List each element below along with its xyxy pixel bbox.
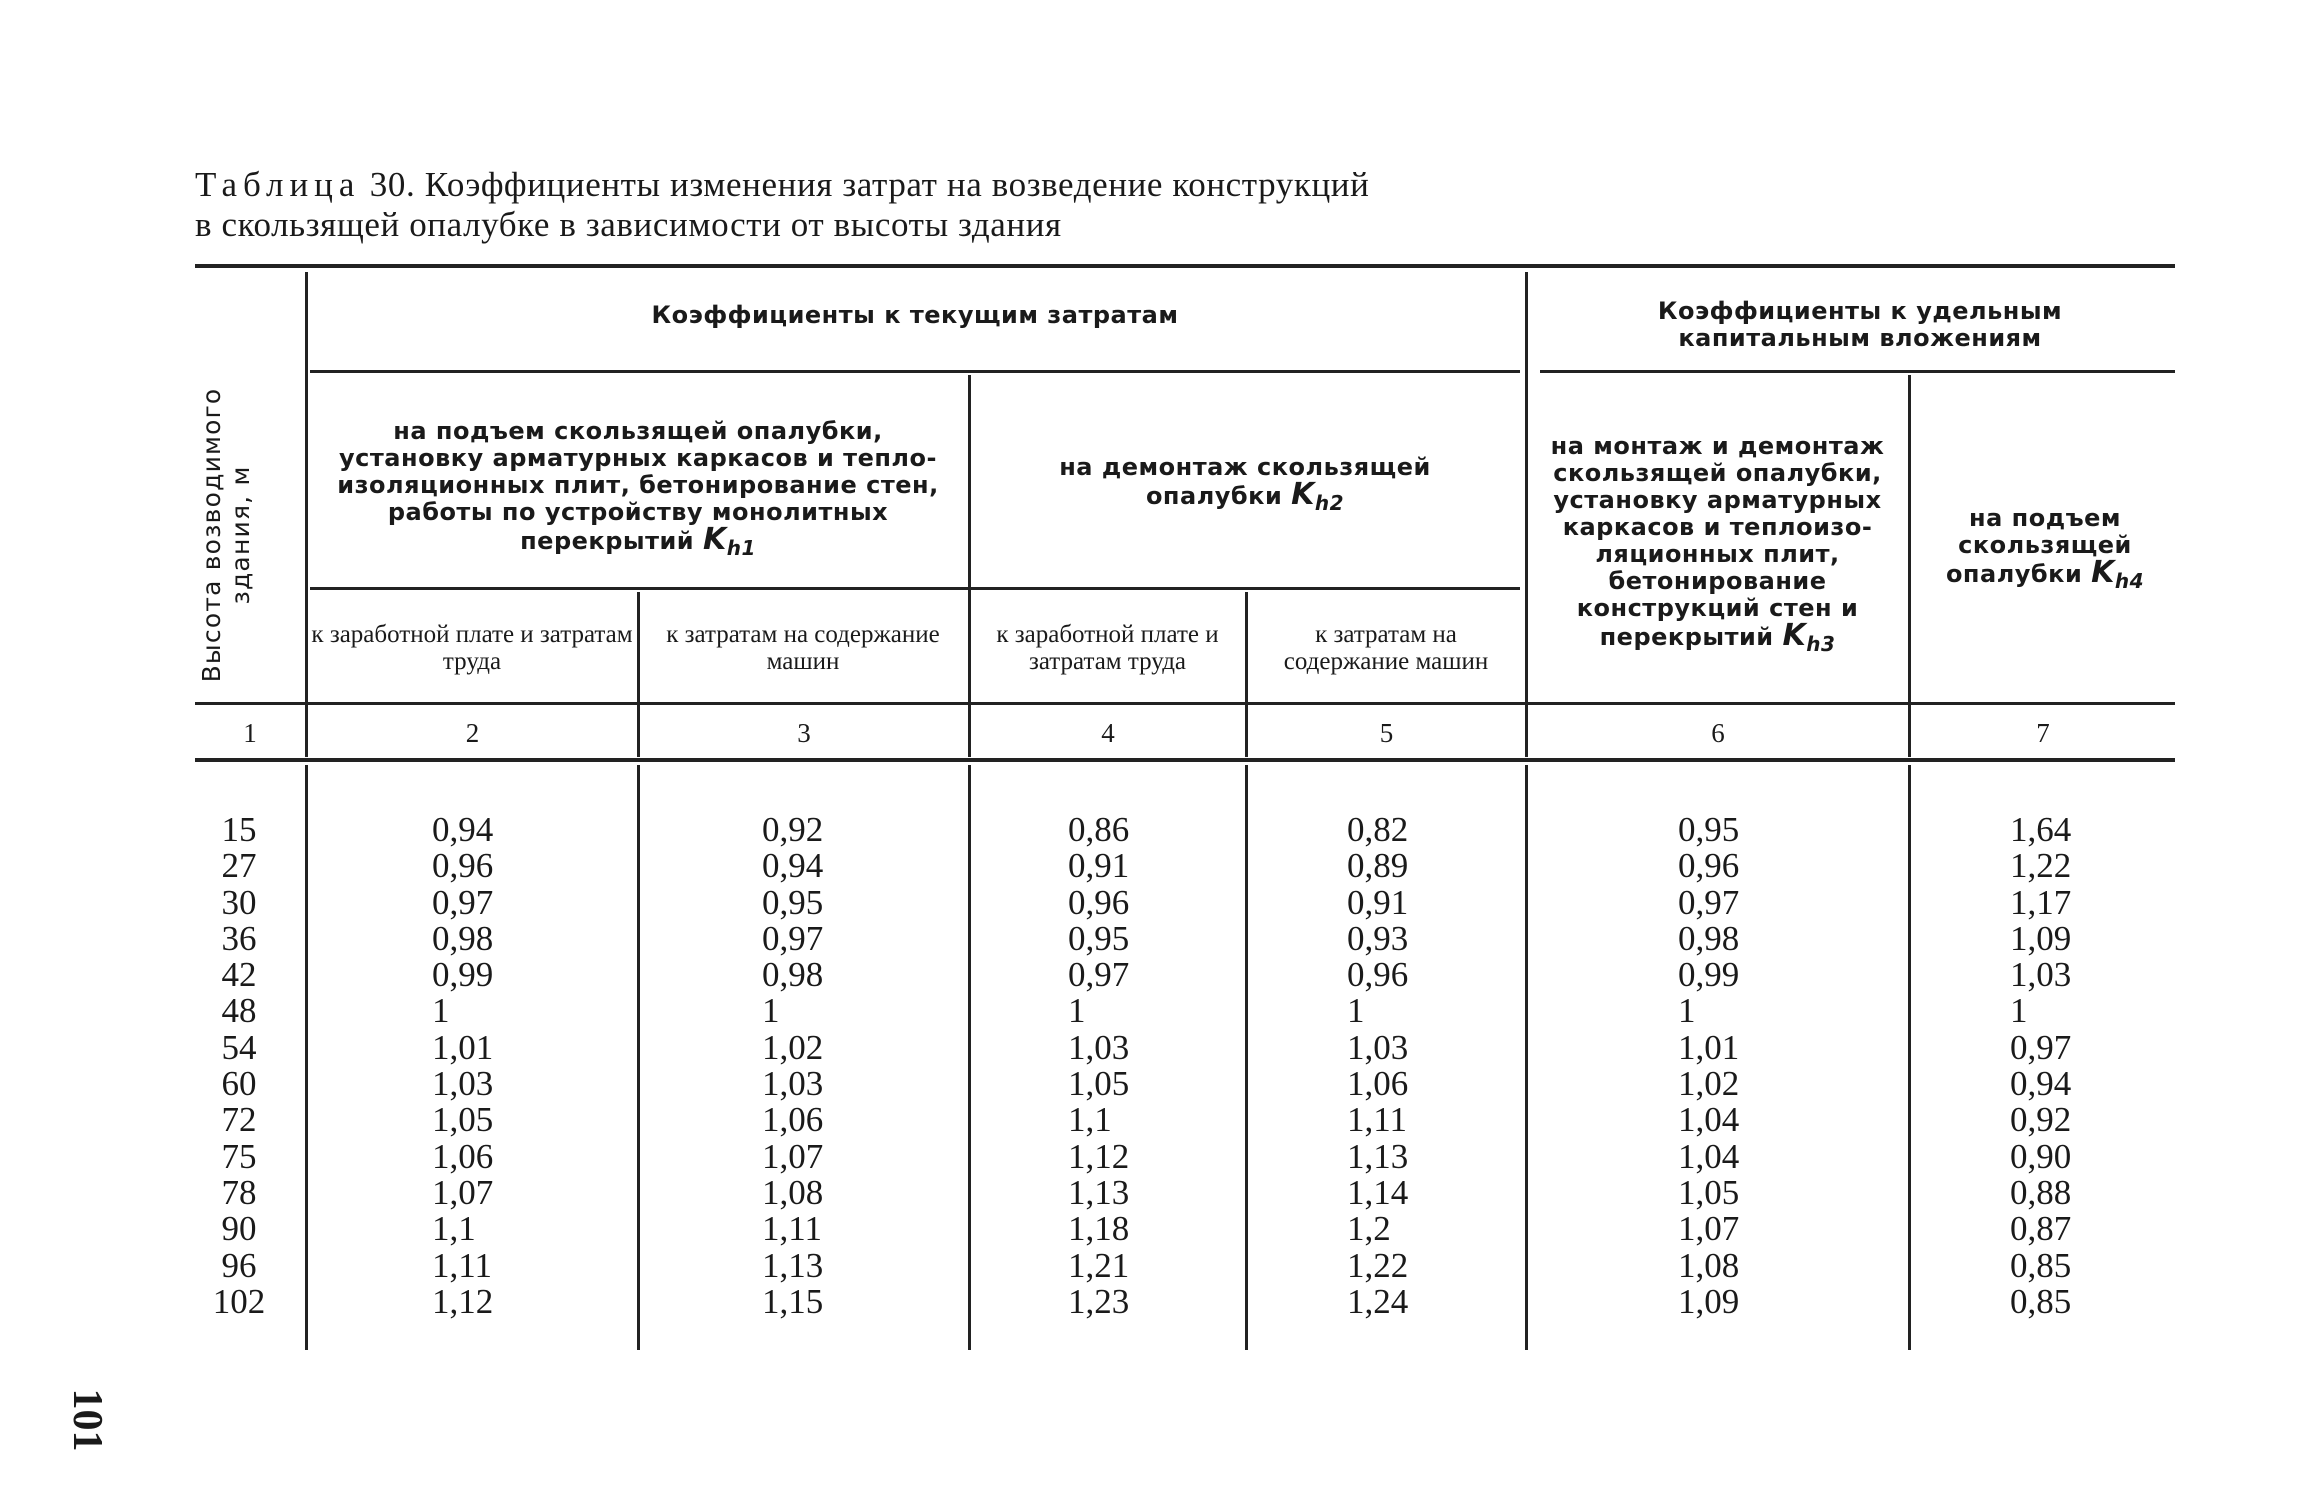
capital-investments-header [1600, 290, 2120, 360]
table-cell: 0,95 [762, 882, 824, 922]
table-cell: 102 [212, 1281, 266, 1321]
table-cell: 1,03 [762, 1064, 824, 1104]
table-cell: 96 [221, 1245, 257, 1285]
height-column-header: Высота возводимого здания, м [197, 387, 255, 683]
table-cell: 0,91 [1347, 882, 1409, 922]
rule-under-current-costs [310, 370, 1520, 373]
caption-line-1 [195, 165, 1645, 205]
table-cell: 1,2 [1347, 1209, 1391, 1249]
rule-below-column-numbers [195, 758, 2175, 762]
caption-text-1: 30. Коэффициенты изменения затрат на возведение конструкций [360, 165, 1370, 204]
table-cell: 0,89 [1347, 846, 1409, 886]
table-cell: 1,01 [1678, 1027, 1740, 1067]
table-cell: 1,1 [432, 1209, 476, 1249]
data-column-4 [1068, 812, 1188, 1320]
table-cell: 78 [221, 1172, 257, 1212]
current-costs-text: Коэффициенты к текущим затратам [651, 300, 1179, 329]
col6-symbol: K [1782, 617, 1807, 653]
table-cell: 0,97 [432, 882, 494, 922]
col3-header [642, 605, 964, 690]
table-cell: 42 [221, 955, 257, 995]
table-cell: 1,05 [1678, 1172, 1740, 1212]
rule-above-column-numbers [195, 702, 2175, 705]
col6-header [1535, 420, 1900, 670]
table-cell: 1,18 [1068, 1209, 1130, 1249]
table-cell: 90 [221, 1209, 257, 1249]
table-cell: 1,05 [1068, 1064, 1130, 1104]
table-cell: 0,93 [1347, 918, 1409, 958]
table-cell: 15 [221, 810, 257, 849]
table-cell: 1,03 [2010, 955, 2072, 995]
col6-subscript: h3 [1806, 631, 1836, 656]
current-costs-header [310, 285, 1520, 345]
rule-under-groups [310, 587, 1520, 590]
table-cell: 1,21 [1068, 1245, 1130, 1285]
table-cell: 60 [221, 1064, 257, 1104]
vline-1 [305, 272, 308, 757]
table-cell: 1,04 [1678, 1100, 1740, 1140]
table-cell: 1,13 [1068, 1172, 1130, 1212]
col3-text: к затратам на содержание машин [666, 620, 940, 675]
table-cell: 0,82 [1347, 810, 1409, 849]
table-cell: 1,22 [1347, 1245, 1409, 1285]
col2-text: к заработной плате и затратам труда [311, 620, 633, 675]
table-cell: 0,98 [1678, 918, 1740, 958]
table-cell: 0,97 [1678, 882, 1740, 922]
table-cell: 1,22 [2010, 846, 2072, 886]
table-cell: 0,97 [1068, 955, 1130, 995]
vline-5 [1525, 272, 1528, 757]
table-cell: 1,03 [1068, 1027, 1130, 1067]
table-cell: 0,94 [2010, 1064, 2072, 1104]
table-cell: 1,03 [1347, 1027, 1409, 1067]
table-cell: 1,14 [1347, 1172, 1409, 1212]
top-rule [195, 264, 2175, 268]
rule-under-capital [1540, 370, 2175, 373]
table-cell: 1,09 [2010, 918, 2072, 958]
group1-subscript: h1 [726, 536, 756, 560]
group1-header [318, 405, 958, 575]
group2-subscript: h2 [1314, 490, 1345, 515]
table-cell: 1 [762, 991, 780, 1031]
table-cell: 1,05 [432, 1100, 494, 1140]
table-cell: 1,07 [1678, 1209, 1740, 1249]
body-vline-1 [305, 765, 308, 1350]
table-cell: 0,95 [1068, 918, 1130, 958]
table-cell: 1,07 [432, 1172, 494, 1212]
data-column-3 [762, 812, 882, 1320]
table-cell: 1,24 [1347, 1281, 1409, 1321]
table-cell: 1,17 [2010, 882, 2072, 922]
table-cell: 1,08 [762, 1172, 824, 1212]
column-number: 6 [1711, 718, 1725, 748]
table-cell: 0,98 [432, 918, 494, 958]
table-cell: 1,02 [762, 1027, 824, 1067]
table-cell: 75 [221, 1136, 257, 1176]
data-column-height [200, 812, 278, 1320]
column-number: 1 [243, 718, 257, 748]
table-cell: 1,02 [1678, 1064, 1740, 1104]
body-vline-4 [1245, 765, 1248, 1350]
table-cell: 1,1 [1068, 1100, 1112, 1140]
table-cell: 1 [1347, 991, 1365, 1031]
data-column-5 [1347, 812, 1467, 1320]
table-cell: 72 [221, 1100, 257, 1140]
table-cell: 1,06 [762, 1100, 824, 1140]
vline-3 [968, 375, 971, 757]
data-column-6 [1678, 812, 1798, 1320]
table-cell: 0,85 [2010, 1245, 2072, 1285]
col6-text: на монтаж и демонтаж скользящей опалубки, установку арматурных каркасов и теплоизо-ляционных плит, бетонирование конструкций стен и перекрытий [1550, 431, 1885, 651]
table-cell: 1,03 [432, 1064, 494, 1104]
body-vline-3 [968, 765, 971, 1350]
table-cell: 0,94 [762, 846, 824, 886]
caption-label: Таблица [195, 165, 361, 204]
body-vline-2 [637, 765, 640, 1350]
table-cell: 0,94 [432, 810, 494, 849]
table-cell: 1 [432, 991, 450, 1031]
table-cell: 30 [221, 882, 257, 922]
capital-investments-text: Коэффициенты к удельным капитальным вложениям [1657, 297, 2063, 352]
table-cell: 0,99 [432, 955, 494, 995]
col5-header [1250, 605, 1522, 690]
table-cell: 0,96 [1347, 955, 1409, 995]
table-cell: 1,11 [432, 1245, 492, 1285]
table-cell: 0,88 [2010, 1172, 2072, 1212]
caption-line-2: в скользящей опалубке в зависимости от высоты здания [195, 205, 1062, 244]
table-cell: 36 [221, 918, 257, 958]
vline-6 [1908, 375, 1911, 757]
table-caption [195, 165, 1645, 245]
table-cell: 1,06 [1347, 1064, 1409, 1104]
table-cell: 1,23 [1068, 1281, 1130, 1321]
table-cell: 1 [1678, 991, 1696, 1031]
data-column-2 [432, 812, 552, 1320]
table-cell: 1,12 [432, 1281, 494, 1321]
table-cell: 0,86 [1068, 810, 1130, 849]
col7-text: на подъем скользящей опалубки [1945, 504, 2132, 588]
table-cell: 1,13 [1347, 1136, 1409, 1176]
table-cell: 1,12 [1068, 1136, 1130, 1176]
table-cell: 0,96 [1678, 846, 1740, 886]
table-cell: 0,97 [2010, 1027, 2072, 1067]
column-number: 7 [2036, 718, 2050, 748]
table-cell: 1,09 [1678, 1281, 1740, 1321]
group2-symbol: K [1291, 476, 1315, 512]
table-cell: 1,08 [1678, 1245, 1740, 1285]
body-vline-6 [1908, 765, 1911, 1350]
table-cell: 1,01 [432, 1027, 494, 1067]
table-cell: 1,04 [1678, 1136, 1740, 1176]
col5-text: к затратам на содержание машин [1283, 620, 1489, 675]
table-cell: 0,96 [432, 846, 494, 886]
col4-header [973, 605, 1242, 690]
table-cell: 54 [221, 1027, 257, 1067]
group2-header [1030, 440, 1460, 530]
table-cell: 1,13 [762, 1245, 824, 1285]
table-cell: 1,64 [2010, 810, 2072, 849]
column-number: 5 [1379, 718, 1394, 748]
column-number: 4 [1101, 718, 1115, 748]
table-cell: 0,92 [2010, 1100, 2072, 1140]
table-cell: 0,95 [1678, 810, 1740, 849]
table-cell: 0,85 [2010, 1281, 2072, 1321]
col7-symbol: K [2091, 555, 2115, 590]
table-cell: 0,98 [762, 955, 824, 995]
table-cell: 1,15 [762, 1281, 824, 1321]
table-cell: 1 [1068, 991, 1086, 1031]
col4-text: к заработной плате и затратам труда [996, 620, 1219, 675]
table-cell: 1,11 [1347, 1100, 1407, 1140]
table-cell: 1,06 [432, 1136, 494, 1176]
table-cell: 0,99 [1678, 955, 1740, 995]
table-cell: 1,11 [762, 1209, 822, 1249]
group1-symbol: K [702, 522, 727, 557]
table-cell: 0,90 [2010, 1136, 2072, 1176]
table-cell: 0,97 [762, 918, 824, 958]
table-cell: 48 [221, 991, 257, 1031]
column-number: 3 [797, 718, 811, 748]
table-cell: 1 [2010, 991, 2028, 1031]
group1-text: на подъем скользящей опалубки, установку арматурных каркасов и тепло-изоляционных плит, бетонирование стен, работы по устройству монолитных перекрытий [337, 417, 939, 555]
group2-text: на демонтаж скользящей опалубки [1059, 452, 1431, 510]
col2-header [310, 605, 634, 690]
page-number: 101 [64, 1388, 110, 1452]
table-cell: 27 [221, 846, 257, 886]
col7-header [1930, 475, 2160, 625]
body-vline-5 [1525, 765, 1528, 1350]
data-column-7 [2010, 812, 2130, 1320]
col7-subscript: h4 [2114, 569, 2145, 593]
column-number: 2 [465, 718, 480, 748]
table-cell: 1,07 [762, 1136, 824, 1176]
table-cell: 0,91 [1068, 846, 1130, 886]
table-cell: 0,96 [1068, 882, 1130, 922]
table-cell: 0,87 [2010, 1209, 2072, 1249]
table-cell: 0,92 [762, 810, 824, 849]
